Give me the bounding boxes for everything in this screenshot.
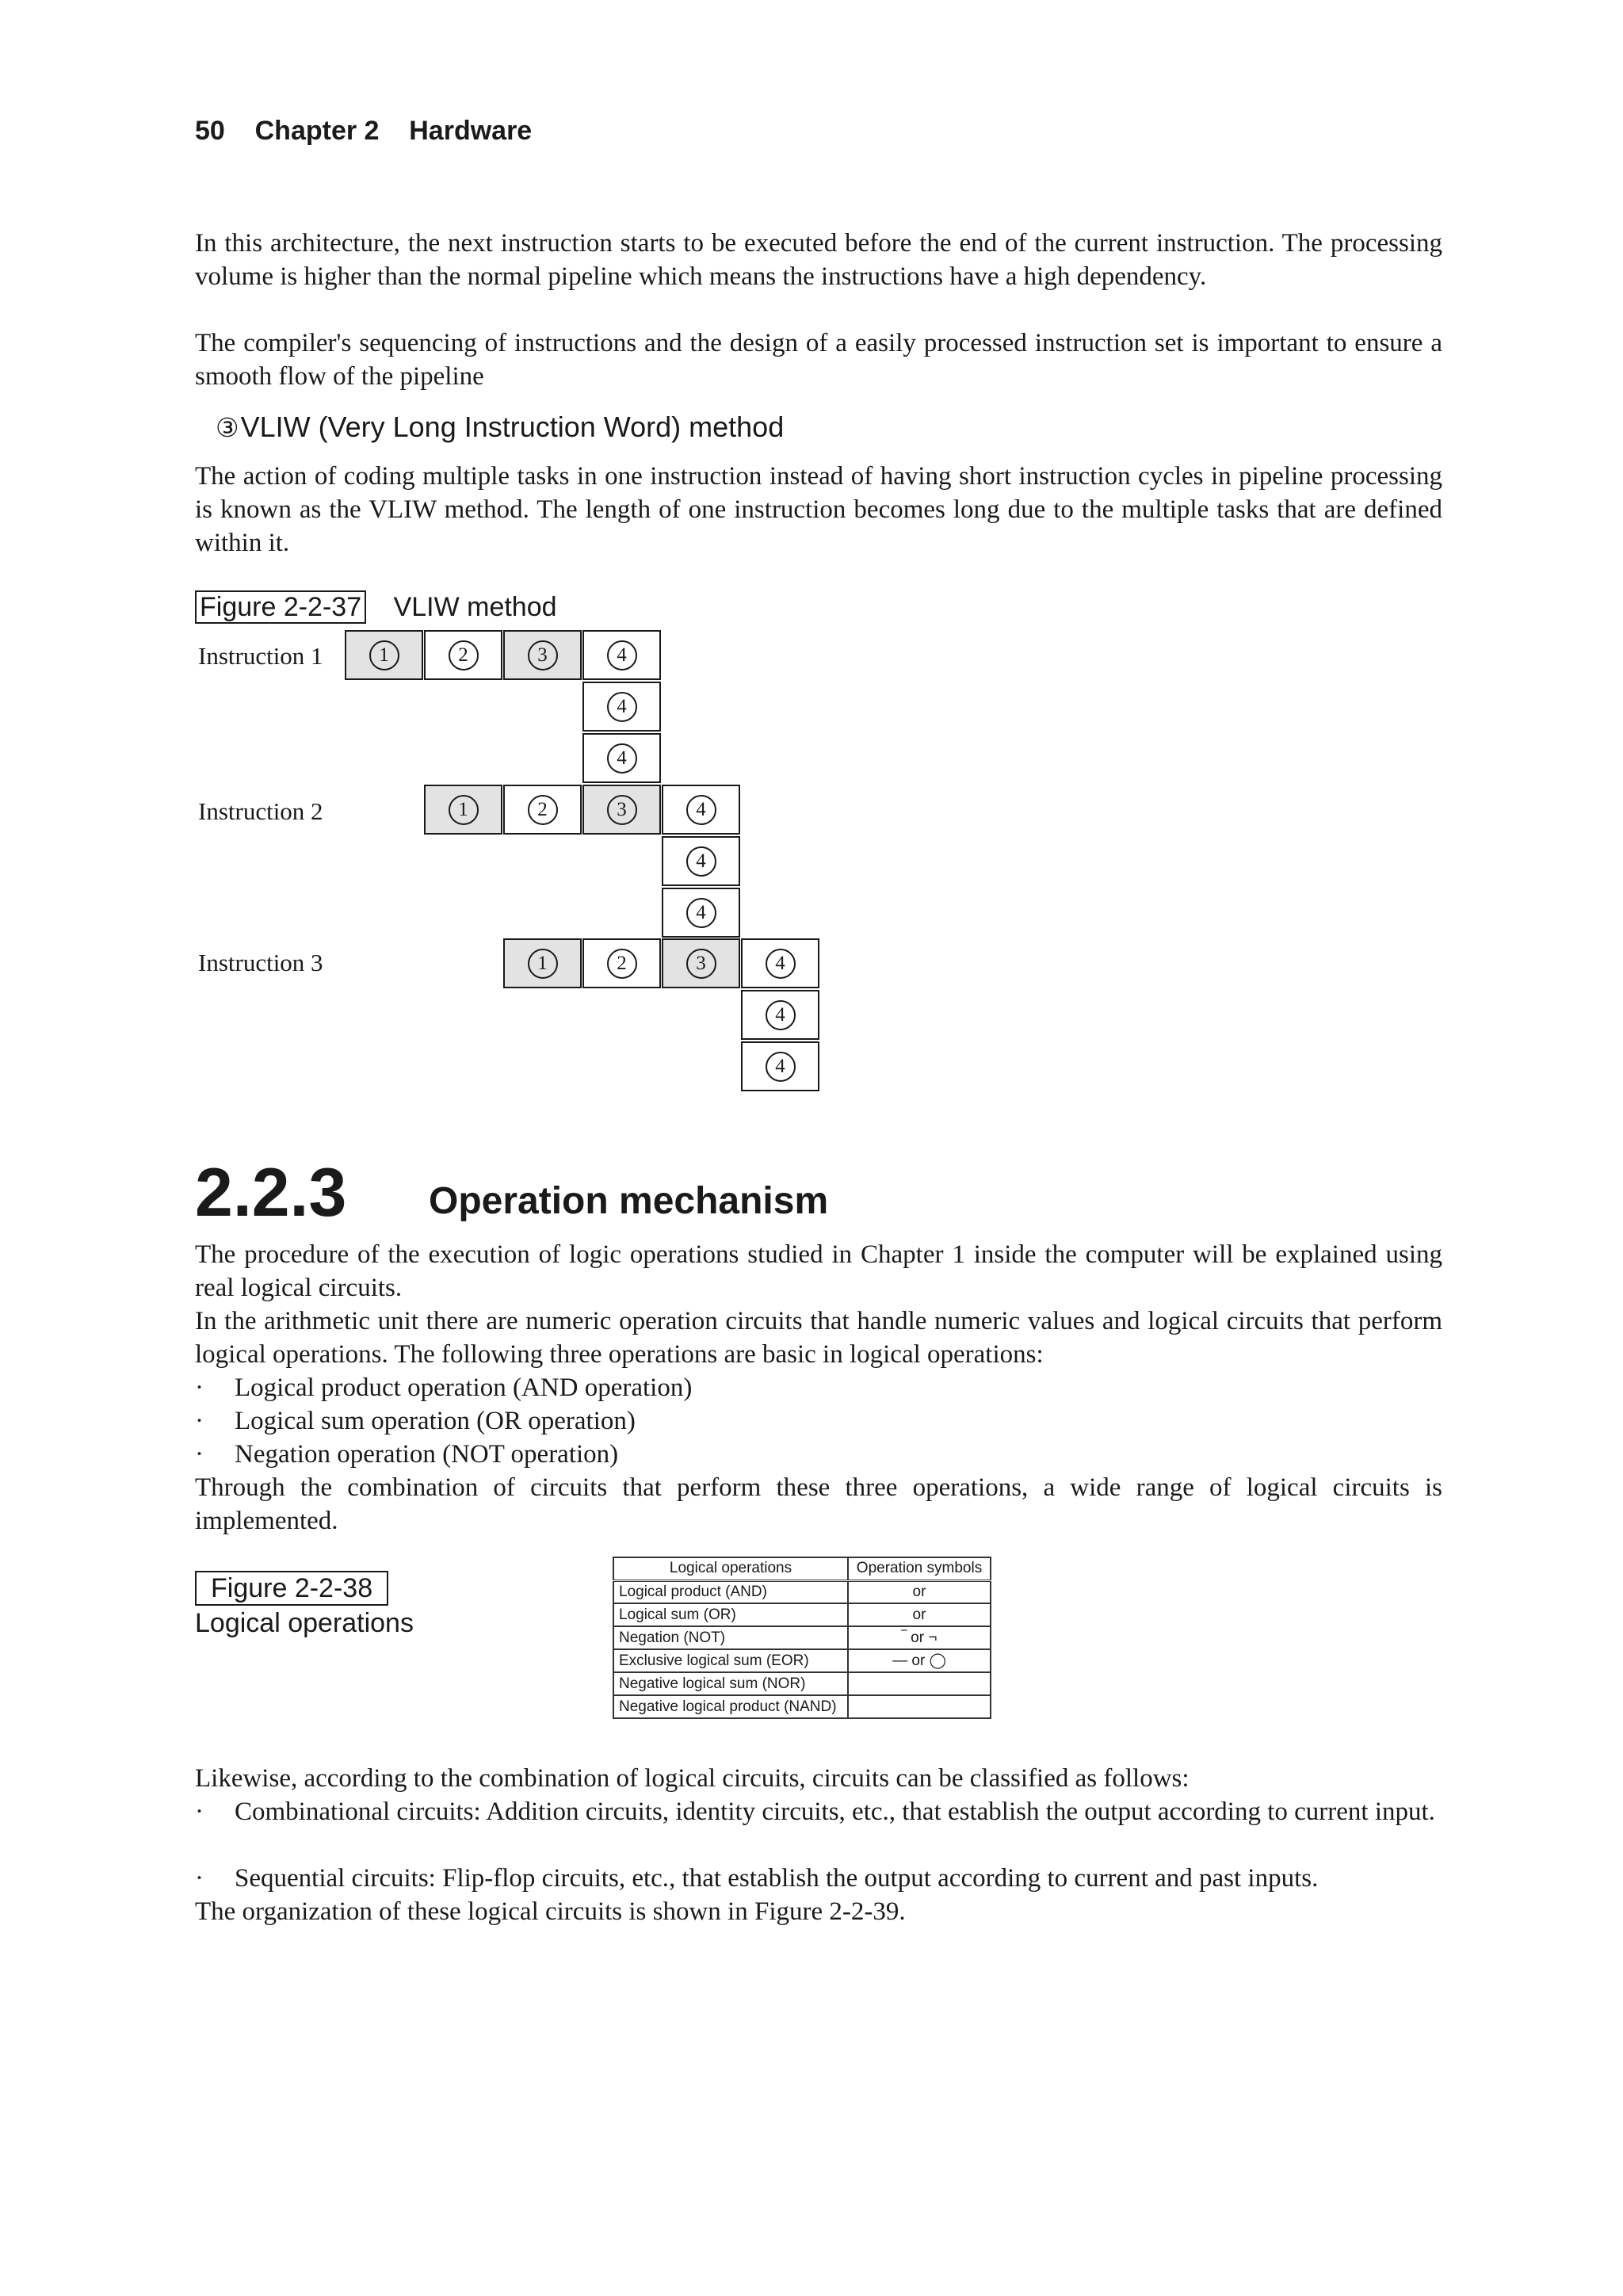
figure-38-caption [195, 1571, 414, 1641]
stage-number: 2 [607, 949, 637, 979]
table-row: Exclusive logical sum (EOR) — or ◯ [613, 1649, 991, 1672]
stage-number: 4 [607, 692, 637, 722]
instruction-label: Instruction 2 [198, 797, 323, 825]
instruction-label: Instruction 3 [198, 949, 323, 976]
stage-number: 4 [766, 1000, 796, 1030]
stage-cell [741, 1041, 819, 1091]
table-row: Negative logical product (NAND) [613, 1695, 991, 1718]
subsection-title: VLIW (Very Long Instruction Word) method [240, 411, 785, 443]
section-paragraph-1: The procedure of the execution of logic operations studied in Chapter 1 inside the computer will be explained using real logical circuits. [195, 1240, 1442, 1302]
logical-operations-table [613, 1557, 991, 1719]
closing-paragraph-2: The organization of these logical circuits is shown in Figure 2-2-39. [195, 1897, 906, 1926]
stage-cell [503, 938, 582, 988]
stage-number: 4 [766, 1052, 796, 1082]
stage-number: 3 [686, 949, 716, 979]
figure-label: Figure 2-2-37 [195, 590, 366, 624]
intro-paragraph-2: The compiler's sequencing of instructions and the design of a easily processed instruction set is important to ensure a smooth flow of the pipeline [195, 329, 1442, 391]
instruction-label: Instruction 1 [198, 642, 323, 670]
stage-number: 4 [766, 949, 796, 979]
stage-cell [582, 938, 661, 988]
stage-cell [662, 785, 740, 835]
stage-cell [662, 836, 740, 886]
section-number: 2.2.3 [195, 1155, 347, 1231]
stage-cell [662, 938, 740, 988]
figure-label: Figure 2-2-38 [195, 1571, 388, 1606]
list-item: · Combinational circuits: Addition circuits, identity circuits, etc., that establish the output according to current input. [195, 1797, 1435, 1826]
chapter-label: Chapter 2 [254, 116, 380, 146]
table-header-row [613, 1557, 991, 1580]
stage-cell [503, 785, 582, 835]
vliw-paragraph: The action of coding multiple tasks in one instruction instead of having short instruction cycles in pipeline processing is known as the VLIW method. The length of one instruction becomes long due to the multiple tasks that are defined within it. [195, 462, 1442, 557]
page-number: 50 [195, 116, 225, 146]
stage-cell [503, 630, 582, 680]
table-row: Negative logical sum (NOR) [613, 1672, 991, 1695]
intro-paragraph-1: In this architecture, the next instruction starts to be executed before the end of the current instruction. The processing volume is higher than the normal pipeline which means the instructions have a high dependency. [195, 229, 1442, 291]
stage-number: 1 [528, 949, 558, 979]
table-row: Logical sum (OR) or [613, 1603, 991, 1626]
stage-cell [345, 630, 423, 680]
stage-cell [582, 682, 661, 732]
stage-cell [582, 785, 661, 835]
table-row: Negation (NOT) ‾ or ¬ [613, 1626, 991, 1649]
section-paragraph-3: Through the combination of circuits that perform these three operations, a wide range of logical circuits is implemented. [195, 1473, 1442, 1535]
closing-paragraph-1: Likewise, according to the combination of logical circuits, circuits can be classified as follows: [195, 1764, 1190, 1793]
section-paragraph-2: In the arithmetic unit there are numeric operation circuits that handle numeric values and logical circuits that perform logical operations. The following three operations are basic in logical operations: [195, 1307, 1442, 1369]
stage-number: 2 [528, 795, 558, 825]
figure-title: VLIW method [393, 592, 557, 622]
stage-number: 4 [607, 640, 637, 670]
stage-cell [741, 938, 819, 988]
figure-title: Logical operations [195, 1608, 414, 1638]
stage-number: 1 [369, 640, 399, 670]
table-row: Logical product (AND) or [613, 1580, 991, 1603]
chapter-title: Hardware [409, 116, 533, 146]
stage-cell [582, 733, 661, 783]
column-header: Operation symbols [848, 1557, 991, 1580]
stage-number: 4 [686, 898, 716, 928]
stage-cell [424, 785, 502, 835]
stage-cell [741, 990, 819, 1040]
stage-number: 3 [528, 640, 558, 670]
stage-number: 1 [449, 795, 479, 825]
column-header: Logical operations [613, 1557, 848, 1580]
stage-cell [582, 630, 661, 680]
stage-number: 2 [449, 640, 479, 670]
circled-number-icon: ③ [216, 413, 239, 442]
section-title: Operation mechanism [429, 1180, 829, 1222]
stage-number: 4 [607, 743, 637, 774]
stage-cell [424, 630, 502, 680]
stage-number: 4 [686, 795, 716, 825]
vliw-diagram [0, 0, 1623, 1125]
stage-number: 3 [607, 795, 637, 825]
stage-cell [662, 888, 740, 938]
stage-number: 4 [686, 846, 716, 877]
